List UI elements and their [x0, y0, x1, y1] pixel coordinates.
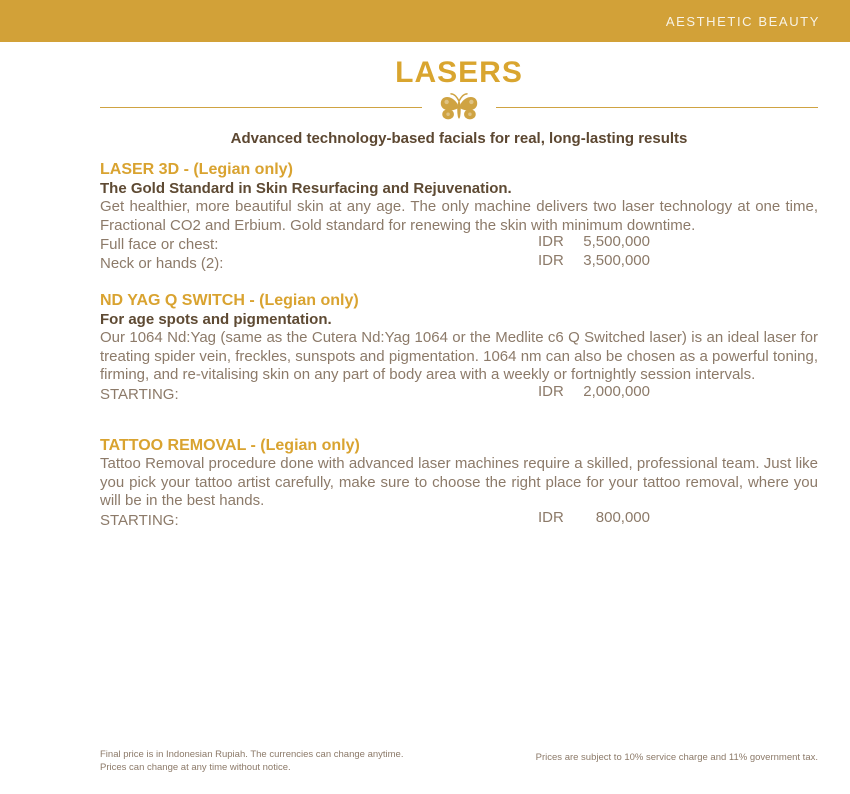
price-amount: 800,000 [595, 508, 650, 526]
currency-code: IDR [538, 252, 564, 269]
section-tattoo-removal [100, 436, 818, 530]
page-title: LASERS [395, 56, 523, 89]
brand-label: AESTHETIC BEAUTY [665, 13, 820, 29]
price-value [538, 382, 650, 401]
section-body: Our 1064 Nd:Yag (same as the Cutera Nd:Yag 1064 or the Medlite c6 Q Switched laser) is an ideal laser for treating spider vein, freckles, sunspots and pigmentation. 1064 nm can also be chosen as a powerful toning, firming, and re-vitalising skin on any part of body area with a weekly or fortnightly session intervals. [100, 329, 818, 383]
section-tagline: For age spots and pigmentation. [100, 311, 332, 328]
section-heading: TATTOO REMOVAL - (Legian only) [100, 437, 360, 454]
section-heading: LASER 3D - (Legian only) [100, 161, 293, 178]
divider-line-right [496, 107, 818, 108]
footer-disclaimer-left [100, 748, 403, 774]
section-body: Get healthier, more beautiful skin at any age. The only machine delivers two laser technology at one time, Fractional CO2 and Erbium. Gold standard for renewing the skin with minimum downtime. [100, 198, 818, 234]
currency-code: IDR [538, 382, 564, 400]
price-value [538, 508, 650, 527]
price-label: STARTING: [100, 385, 179, 403]
section-heading: ND YAG Q SWITCH - (Legian only) [100, 292, 359, 309]
price-row [100, 235, 818, 254]
currency-code: IDR [538, 233, 564, 250]
price-amount: 2,000,000 [583, 382, 650, 400]
footer-line: Final price is in Indonesian Rupiah. The currencies can change anytime. [100, 749, 404, 760]
price-label: Full face or chest: [100, 236, 219, 253]
price-row [100, 508, 818, 530]
section-tagline: The Gold Standard in Skin Resurfacing and Rejuvenation. [100, 180, 512, 197]
footer-line: Prices can change at any time without notice. [100, 762, 291, 773]
price-amount: 3,500,000 [583, 252, 650, 269]
price-label: Neck or hands (2): [100, 255, 224, 272]
price-value [538, 232, 650, 251]
footer-disclaimer-right: Prices are subject to 10% service charge and 11% government tax. [535, 752, 818, 763]
page-subtitle: Advanced technology-based facials for real, long-lasting results [230, 130, 688, 147]
section-nd-yag-q-switch [100, 291, 818, 404]
price-amount: 5,500,000 [583, 233, 650, 250]
content-column [100, 0, 818, 794]
divider-line-left [100, 107, 422, 108]
section-body: Tattoo Removal procedure done with advanced laser machines require a skilled, professional team. Just like you pick your tattoo artist carefully, make sure to choose the right place for your tattoo removal, where you will be in the best hands. [100, 455, 818, 509]
section-laser-3d [100, 160, 818, 273]
title-divider [100, 92, 818, 122]
price-value [538, 251, 650, 270]
price-row [100, 254, 818, 273]
currency-code: IDR [538, 508, 564, 526]
butterfly-icon [436, 91, 482, 123]
price-row [100, 382, 818, 404]
price-label: STARTING: [100, 511, 179, 529]
